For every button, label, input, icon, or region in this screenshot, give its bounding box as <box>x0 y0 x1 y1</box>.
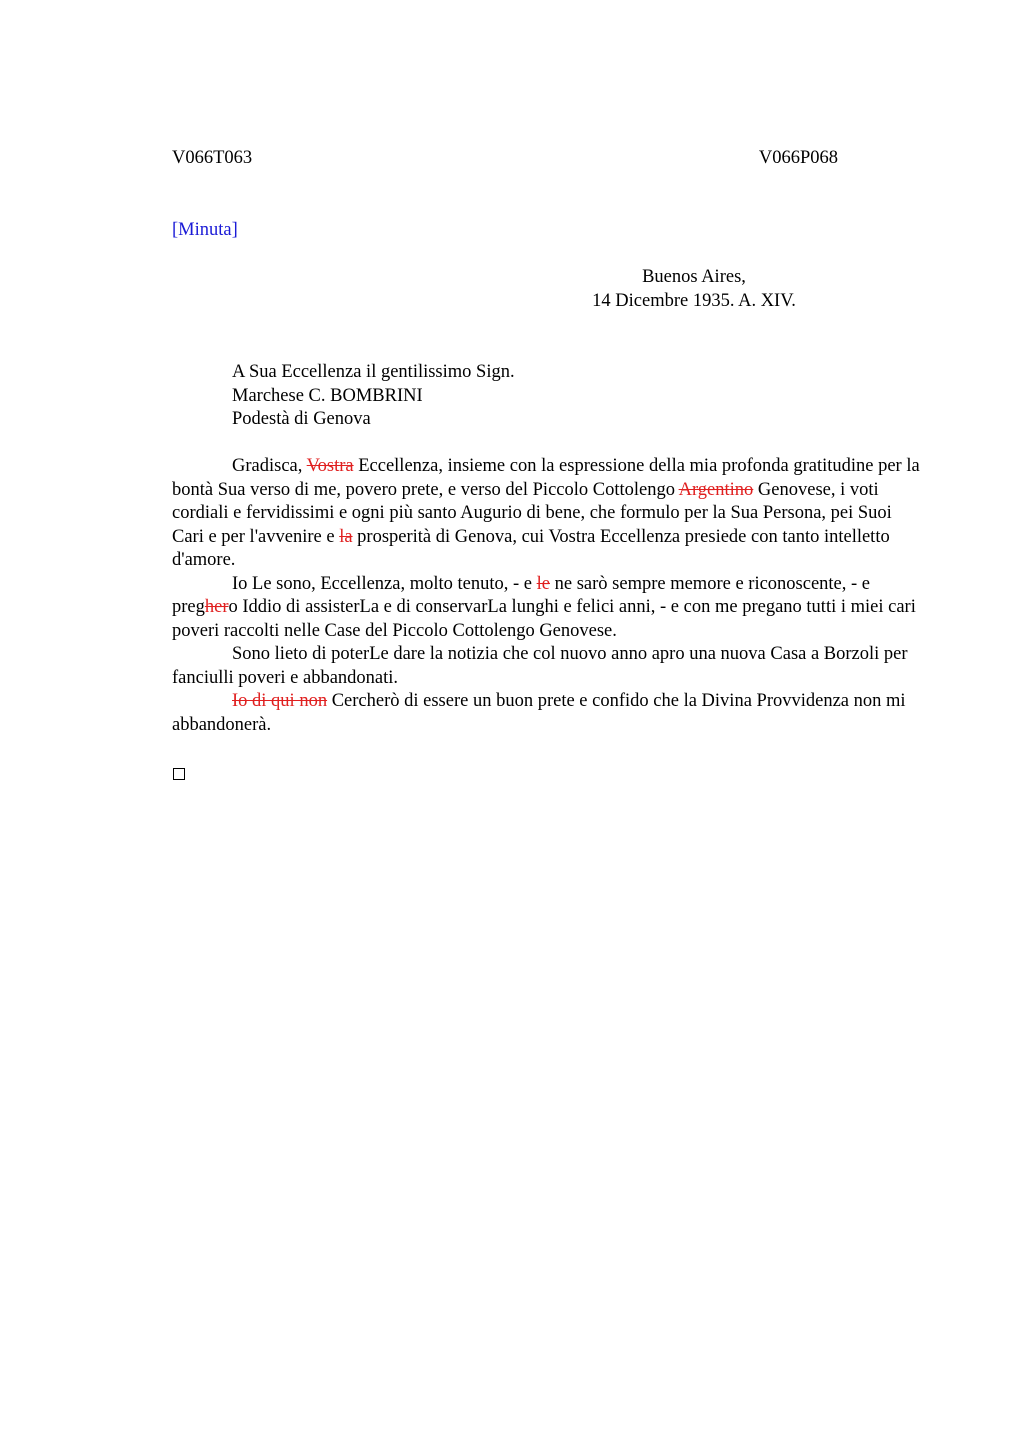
recipient-address <box>232 361 515 432</box>
paragraph-1 <box>172 455 924 573</box>
document-code-right: V066P068 <box>758 148 838 168</box>
paragraph-3 <box>172 643 924 690</box>
date-line: 14 Dicembre 1935. A. XIV. <box>592 291 796 311</box>
text-run: Sono lieto di poterLe dare la notizia che col nuovo anno apro una nuova Casa a Borzoli per fanciulli poveri e abbandonati. <box>172 644 908 688</box>
deleted-text: le <box>536 573 550 594</box>
text-run: o Iddio di assisterLa e di conservarLa lunghi e felici anni, - e con me pregano tutti i miei cari poveri raccolti nelle Case del Piccolo Cottolengo Genovese. <box>172 597 916 641</box>
text-run: Cercherò di essere un buon prete e confido che la Divina Provvidenza non mi abbandonerà. <box>172 691 906 735</box>
text-run: prosperità di Genova, cui Vostra Eccellenza presiede con tanto intelletto d'amore. <box>172 526 890 570</box>
date-place: Buenos Aires, <box>642 267 746 287</box>
deleted-text: Argentino <box>678 479 754 500</box>
deleted-text: Io di qui non <box>232 691 328 711</box>
address-line-2: Marchese C. BOMBRINI <box>232 385 423 406</box>
document-code-left: V066T063 <box>172 148 253 168</box>
paragraph-2 <box>172 573 924 644</box>
deleted-text: la <box>339 526 353 547</box>
date-block <box>554 265 834 313</box>
text-run: Genovese, i voti cordiali e fervidissimi e ogni più santo Augurio di bene, che formulo per la Sua Persona, pei Suoi Cari e per l'avvenire e <box>172 479 892 547</box>
text-run: Gradisca, <box>232 456 307 476</box>
text-run: ne sarò sempre memore e riconoscente, - e preg <box>172 573 871 617</box>
text-run: Io Le sono, Eccellenza, molto tenuto, - e <box>232 573 537 594</box>
checkbox-icon <box>173 768 185 780</box>
address-line-3: Podestà di Genova <box>232 409 371 429</box>
paragraph-4 <box>172 690 924 737</box>
letter-body <box>172 455 924 737</box>
address-line-1: A Sua Eccellenza il gentilissimo Sign. <box>232 362 515 382</box>
text-run: Eccellenza, insieme con la espressione della mia profonda gratitudine per la bontà Sua verso di me, povero prete, e verso del Piccolo Cottolengo <box>172 456 920 500</box>
deleted-text: Vostra <box>306 456 354 476</box>
editorial-note-minuta: [Minuta] <box>172 220 238 240</box>
deleted-text: her <box>204 597 229 617</box>
